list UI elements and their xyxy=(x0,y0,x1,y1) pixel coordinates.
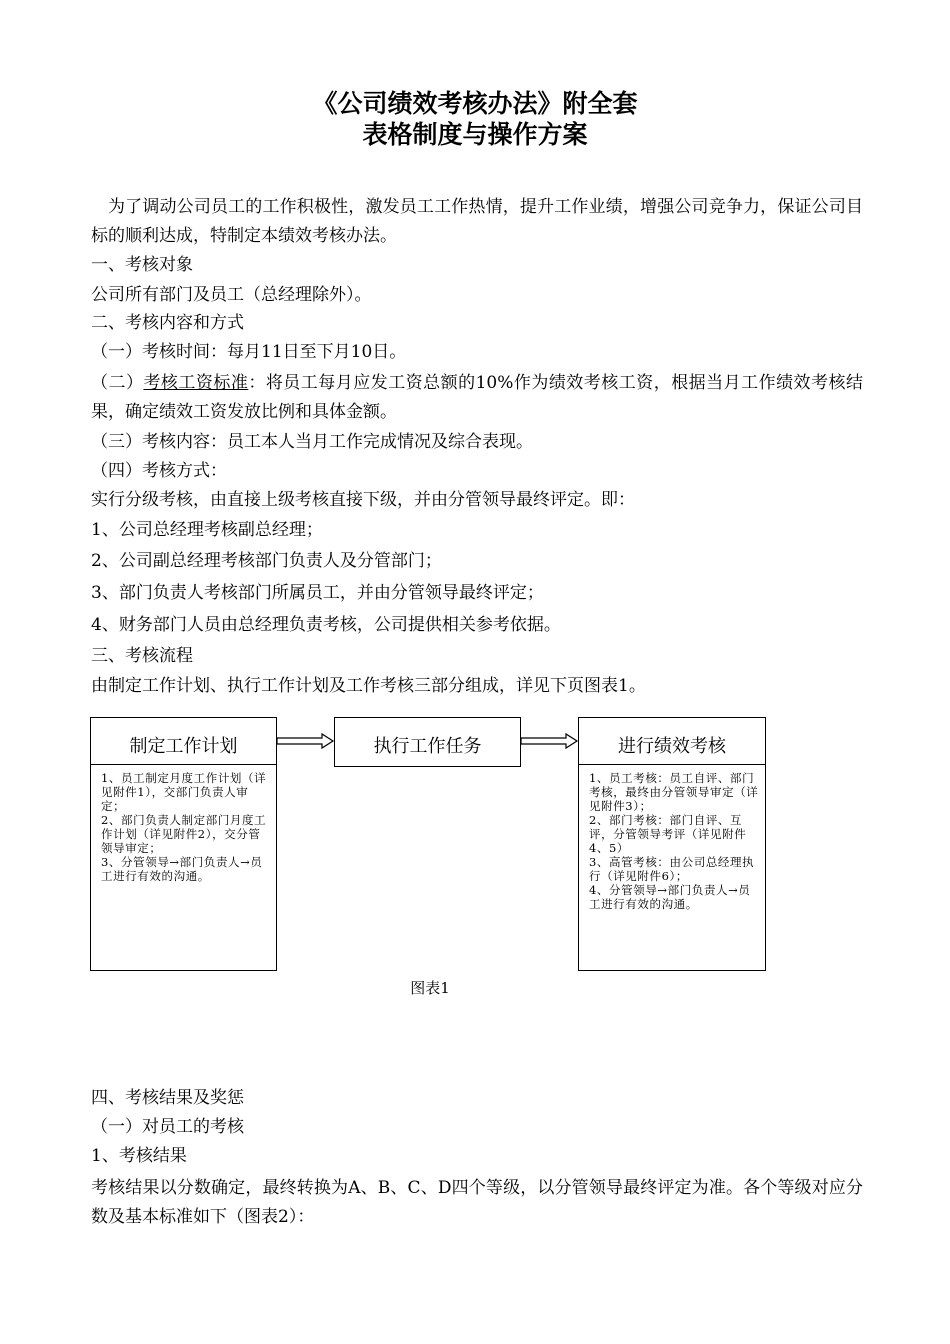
salary-standard-link[interactable]: 考核工资标准 xyxy=(143,373,249,393)
point-1: 1、公司总经理考核副总经理； xyxy=(91,520,323,540)
section4-sub1: （一）对员工的考核 xyxy=(91,1117,244,1137)
flow-box-evaluate-title: 进行绩效考核 xyxy=(579,718,765,765)
section3-text: 由制定工作计划、执行工作计划及工作考核三部分组成，详见下页图表1。 xyxy=(91,676,646,696)
point-4: 4、财务部门人员由总经理负责考核，公司提供相关参考依据。 xyxy=(91,615,561,635)
intro-paragraph: 为了调动公司员工的工作积极性，激发员工工作热情，提升工作业绩，增强公司竞争力，保证公司目标的顺利达成，特制定本绩效考核办法。 xyxy=(91,197,863,246)
figure-caption: 图表1 xyxy=(410,979,450,997)
section2-item1: （一）考核时间：每月11日至下月10日。 xyxy=(91,342,407,362)
section4-sub1-item: 1、考核结果 xyxy=(91,1146,187,1166)
document-title-line1: 《公司绩效考核办法》附全套 xyxy=(312,89,638,118)
section2-heading: 二、考核内容和方式 xyxy=(91,313,244,333)
section2-item4: （四）考核方式： xyxy=(91,461,227,481)
section1-text: 公司所有部门及员工（总经理除外）。 xyxy=(91,285,372,305)
arrow-1-icon xyxy=(277,734,333,748)
document-title-line2: 表格制度与操作方案 xyxy=(362,120,588,149)
section4-text: 考核结果以分数确定，最终转换为A、B、C、D四个等级，以分管领导最终评定为准。各个等级对应分数及基本标准如下（图表2）： xyxy=(91,1178,863,1227)
flow-box-plan-title: 制定工作计划 xyxy=(91,718,276,765)
method-text: 实行分级考核，由直接上级考核直接下级，并由分管领导最终评定。即： xyxy=(91,490,635,510)
arrow-2-icon xyxy=(521,734,577,748)
flow-box-evaluate-text: 1、员工考核：员工自评、部门考核，最终由分管领导审定（详见附件3）； 2、部门考核：部门自评、互评，分管领导考评（详见附件4、5） 3、高管考核：由公司总经理执行（详见附件6）； 4、分管领导→部门负责人→员工进行有效的沟通。 xyxy=(589,771,759,911)
item2-prefix: （二） xyxy=(91,373,144,393)
flow-box-plan-text: 1、员工制定月度工作计划（详见附件1），交部门负责人审定； 2、部门负责人制定部门月度工作计划（详见附件2），交分管领导审定； 3、分管领导→部门负责人→员工进行有效的沟通。 xyxy=(101,771,267,883)
section4-heading: 四、考核结果及奖惩 xyxy=(91,1088,244,1108)
item2-text: ：将员工每月应发工资总额的10%作为绩效考核工资，根据当月工作绩效考核结果，确定绩效工资发放比例和具体金额。 xyxy=(91,373,864,422)
section3-heading: 三、考核流程 xyxy=(91,646,193,666)
flow-box-execute-title: 执行工作任务 xyxy=(373,736,482,757)
section2-item3: （三）考核内容：员工本人当月工作完成情况及综合表现。 xyxy=(91,432,533,452)
point-3: 3、部门负责人考核部门所属员工，并由分管领导最终评定； xyxy=(91,583,544,603)
section1-heading: 一、考核对象 xyxy=(91,255,193,275)
point-2: 2、公司副总经理考核部门负责人及分管部门； xyxy=(91,551,442,571)
